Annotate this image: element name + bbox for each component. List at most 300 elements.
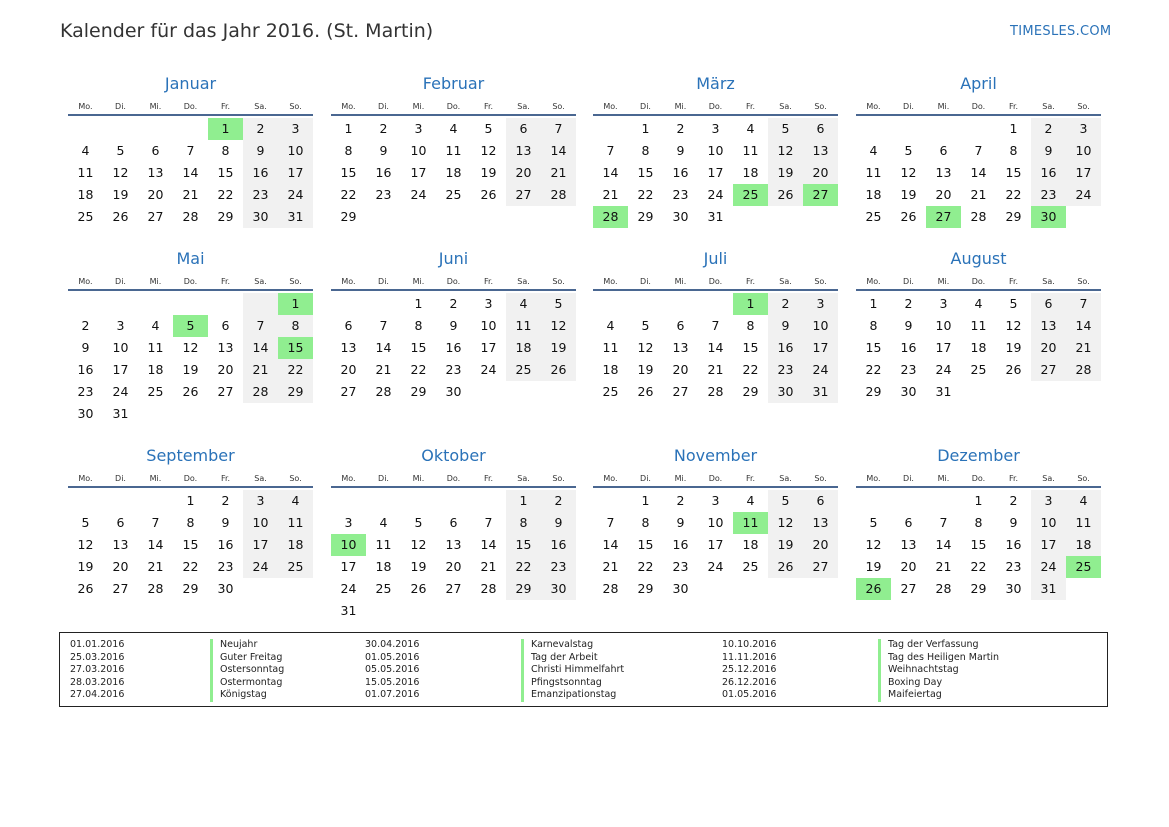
day-cell: 3 xyxy=(939,296,948,311)
day-cell: 16 xyxy=(900,340,917,355)
day-cell: 1 xyxy=(641,121,650,136)
header-rule xyxy=(856,486,1101,488)
empty-cell xyxy=(541,600,576,622)
weekday-label: Mi. xyxy=(937,276,950,286)
weekday-label: Mo. xyxy=(603,101,618,111)
day-cell: 29 xyxy=(865,384,882,399)
empty-cell xyxy=(331,293,366,315)
day-cell: 17 xyxy=(1066,162,1101,184)
day-cell: 9 xyxy=(1009,515,1018,530)
week-row xyxy=(68,359,313,381)
month-name: August xyxy=(950,249,1007,268)
day-cell: 16 xyxy=(1031,162,1066,184)
day-cell: 28 xyxy=(1066,359,1101,381)
day-cell: 11 xyxy=(77,165,94,180)
day-cell: 11 xyxy=(602,340,619,355)
day-cell: 24 xyxy=(480,362,497,377)
week-row xyxy=(331,293,576,315)
week-row xyxy=(331,490,576,512)
weekday-label: Di. xyxy=(115,101,126,111)
day-cell: 19 xyxy=(541,337,576,359)
day-cell: 24 xyxy=(803,359,838,381)
day-cell: 26 xyxy=(768,184,803,206)
legend-names-column-3 xyxy=(878,639,999,702)
day-cell: 11 xyxy=(147,340,164,355)
weekday-header xyxy=(331,470,576,486)
empty-cell xyxy=(1066,381,1101,403)
empty-cell xyxy=(996,381,1031,403)
weekday-label: Fr. xyxy=(220,276,231,286)
legend-date: 05.05.2016 xyxy=(365,664,420,675)
weekday-label: Sa. xyxy=(254,101,267,111)
weekday-label: Do. xyxy=(708,276,723,286)
weekday-label: Sa. xyxy=(254,276,267,286)
day-cell: 28 xyxy=(147,581,164,596)
weekday-header xyxy=(331,98,576,114)
day-cell: 18 xyxy=(445,165,462,180)
weekday-label: Fr. xyxy=(745,101,756,111)
month-name: April xyxy=(960,74,997,93)
day-cell: 22 xyxy=(182,559,199,574)
day-cell: 12 xyxy=(768,512,803,534)
week-row xyxy=(331,578,576,600)
empty-cell xyxy=(103,118,138,140)
weekday-label: Fr. xyxy=(745,473,756,483)
day-cell: 14 xyxy=(243,337,278,359)
week-row xyxy=(856,206,1101,228)
weekday-label: Sa. xyxy=(517,473,530,483)
weekday-label: Di. xyxy=(903,276,914,286)
day-cell: 4 xyxy=(449,121,458,136)
week-row xyxy=(856,578,1101,600)
day-cell: 17 xyxy=(707,165,724,180)
week-row xyxy=(593,184,838,206)
day-cell: 28 xyxy=(935,581,952,596)
day-cell: 7 xyxy=(939,515,948,530)
empty-cell xyxy=(471,206,506,228)
day-cell: 26 xyxy=(1005,362,1022,377)
day-cell: 15 xyxy=(865,340,882,355)
week-row xyxy=(856,359,1101,381)
week-row xyxy=(593,337,838,359)
day-cell: 31 xyxy=(1031,578,1066,600)
day-cell: 25 xyxy=(865,209,882,224)
weekday-label: Mo. xyxy=(78,473,93,483)
day-cell: 7 xyxy=(243,315,278,337)
day-cell: 26 xyxy=(541,359,576,381)
day-cell: 14 xyxy=(602,537,619,552)
day-cell: 31 xyxy=(803,381,838,403)
week-row xyxy=(68,184,313,206)
empty-cell xyxy=(698,578,733,600)
day-cell: 19 xyxy=(410,559,427,574)
day-cell: 5 xyxy=(869,515,878,530)
weekday-header xyxy=(856,98,1101,114)
day-cell: 3 xyxy=(484,296,493,311)
header-rule xyxy=(593,114,838,116)
day-cell: 11 xyxy=(865,165,882,180)
day-cell: 30 xyxy=(768,381,803,403)
weekday-label: Di. xyxy=(903,473,914,483)
weekday-header xyxy=(593,273,838,289)
day-cell: 26 xyxy=(480,187,497,202)
day-cell: 19 xyxy=(112,187,129,202)
day-cell: 6 xyxy=(1031,293,1066,315)
day-cell: 7 xyxy=(541,118,576,140)
day-cell: 8 xyxy=(344,143,353,158)
day-cell: 30 xyxy=(1005,581,1022,596)
day-cell: 8 xyxy=(641,515,650,530)
weekday-label: Mi. xyxy=(674,101,687,111)
day-cell: 16 xyxy=(375,165,392,180)
day-cell: 31 xyxy=(707,209,724,224)
legend-date: 10.10.2016 xyxy=(722,639,777,650)
day-cell: 20 xyxy=(340,362,357,377)
weekday-label: Do. xyxy=(183,101,198,111)
day-cell: 26 xyxy=(856,578,891,600)
weekday-label: Sa. xyxy=(779,276,792,286)
day-cell: 6 xyxy=(151,143,160,158)
weekday-label: Mi. xyxy=(412,101,425,111)
day-cell: 29 xyxy=(637,209,654,224)
empty-cell xyxy=(68,293,103,315)
weekday-label: Mi. xyxy=(412,473,425,483)
day-cell: 1 xyxy=(641,493,650,508)
empty-cell xyxy=(436,490,471,512)
day-cell: 5 xyxy=(541,293,576,315)
day-cell: 2 xyxy=(379,121,388,136)
day-cell: 18 xyxy=(147,362,164,377)
day-cell: 20 xyxy=(445,559,462,574)
header-rule xyxy=(68,114,313,116)
empty-cell xyxy=(103,490,138,512)
day-cell: 5 xyxy=(484,121,493,136)
legend-holiday-name: Weihnachtstag xyxy=(878,664,999,677)
legend-date: 27.04.2016 xyxy=(70,689,125,700)
day-cell: 22 xyxy=(506,556,541,578)
day-cell: 1 xyxy=(414,296,423,311)
day-cell: 10 xyxy=(1066,140,1101,162)
day-cell: 30 xyxy=(243,206,278,228)
weekday-label: Mi. xyxy=(937,101,950,111)
day-cell: 14 xyxy=(970,165,987,180)
day-cell: 26 xyxy=(77,581,94,596)
month-november xyxy=(593,445,838,600)
month-name: November xyxy=(673,446,758,465)
day-cell: 8 xyxy=(869,318,878,333)
weekday-label: Fr. xyxy=(1008,101,1019,111)
weekday-label: Do. xyxy=(446,473,461,483)
day-cell: 25 xyxy=(506,359,541,381)
day-cell: 22 xyxy=(637,559,654,574)
weekday-label: So. xyxy=(552,473,565,483)
empty-cell xyxy=(768,206,803,228)
empty-cell xyxy=(366,206,401,228)
day-cell: 25 xyxy=(375,581,392,596)
empty-cell xyxy=(768,578,803,600)
page-title: Kalender für das Jahr 2016. (St. Martin) xyxy=(60,20,434,42)
weekday-label: Sa. xyxy=(779,473,792,483)
weekday-label: Fr. xyxy=(1008,473,1019,483)
legend-holiday-name: Maifeiertag xyxy=(878,689,999,702)
day-cell: 28 xyxy=(243,381,278,403)
header-rule xyxy=(593,289,838,291)
weekday-label: Do. xyxy=(183,276,198,286)
week-row xyxy=(331,162,576,184)
legend-holiday-name: Tag der Arbeit xyxy=(521,652,624,665)
legend-holiday-name: Karnevalstag xyxy=(521,639,624,652)
weekday-label: Mi. xyxy=(674,473,687,483)
week-row xyxy=(593,490,838,512)
day-cell: 12 xyxy=(900,165,917,180)
legend-date: 01.01.2016 xyxy=(70,639,125,650)
week-row xyxy=(68,534,313,556)
week-row xyxy=(68,293,313,315)
day-cell: 17 xyxy=(278,162,313,184)
day-cell: 10 xyxy=(707,143,724,158)
day-cell: 24 xyxy=(1066,184,1101,206)
day-cell: 26 xyxy=(900,209,917,224)
day-cell: 25 xyxy=(733,184,768,206)
day-cell: 24 xyxy=(1031,556,1066,578)
week-row xyxy=(593,578,838,600)
week-row xyxy=(68,315,313,337)
brand-link[interactable]: TIMESLES.COM xyxy=(1010,24,1112,39)
day-cell: 2 xyxy=(243,118,278,140)
day-cell: 13 xyxy=(112,537,129,552)
week-row xyxy=(331,337,576,359)
empty-cell xyxy=(278,578,313,600)
empty-cell xyxy=(698,293,733,315)
header-rule xyxy=(856,114,1101,116)
weekday-label: Mi. xyxy=(149,276,162,286)
day-cell: 10 xyxy=(707,515,724,530)
week-row xyxy=(593,118,838,140)
week-row xyxy=(331,140,576,162)
day-cell: 8 xyxy=(414,318,423,333)
empty-cell xyxy=(1066,578,1101,600)
day-cell: 6 xyxy=(939,143,948,158)
day-cell: 14 xyxy=(602,165,619,180)
weekday-label: Sa. xyxy=(517,101,530,111)
week-row xyxy=(856,556,1101,578)
day-cell: 21 xyxy=(602,187,619,202)
week-row xyxy=(68,403,313,425)
day-cell: 4 xyxy=(746,121,755,136)
day-cell: 12 xyxy=(1005,318,1022,333)
day-cell: 28 xyxy=(970,209,987,224)
day-cell: 28 xyxy=(480,581,497,596)
weekday-label: So. xyxy=(814,473,827,483)
month-august xyxy=(856,248,1101,403)
weekday-label: Mo. xyxy=(78,101,93,111)
empty-cell xyxy=(366,490,401,512)
empty-cell xyxy=(506,600,541,622)
day-cell: 12 xyxy=(480,143,497,158)
day-cell: 19 xyxy=(1005,340,1022,355)
legend-date: 15.05.2016 xyxy=(365,676,420,688)
day-cell: 22 xyxy=(742,362,759,377)
day-cell: 13 xyxy=(1031,315,1066,337)
day-cell: 17 xyxy=(112,362,129,377)
day-cell: 2 xyxy=(1031,118,1066,140)
day-cell: 9 xyxy=(1031,140,1066,162)
weekday-label: Sa. xyxy=(254,473,267,483)
day-cell: 27 xyxy=(926,206,961,228)
day-cell: 18 xyxy=(506,337,541,359)
day-cell: 15 xyxy=(970,537,987,552)
weekday-label: Mo. xyxy=(78,276,93,286)
legend-dates-column-2 xyxy=(365,639,419,702)
day-cell: 17 xyxy=(707,537,724,552)
day-cell: 13 xyxy=(803,512,838,534)
day-cell: 3 xyxy=(116,318,125,333)
day-cell: 18 xyxy=(375,559,392,574)
day-cell: 24 xyxy=(707,559,724,574)
empty-cell xyxy=(733,578,768,600)
day-cell: 30 xyxy=(77,406,94,421)
month-name: Juni xyxy=(438,249,469,268)
weekday-label: Mi. xyxy=(937,473,950,483)
day-cell: 22 xyxy=(865,362,882,377)
weekday-header xyxy=(593,98,838,114)
month-juni xyxy=(331,248,576,403)
day-cell: 6 xyxy=(506,118,541,140)
day-cell: 3 xyxy=(711,121,720,136)
day-cell: 21 xyxy=(1066,337,1101,359)
day-cell: 24 xyxy=(340,581,357,596)
empty-cell xyxy=(138,490,173,512)
weekday-label: Do. xyxy=(971,473,986,483)
day-cell: 19 xyxy=(768,534,803,556)
day-cell: 5 xyxy=(641,318,650,333)
day-cell: 15 xyxy=(340,165,357,180)
day-cell: 8 xyxy=(974,515,983,530)
day-cell: 24 xyxy=(707,187,724,202)
day-cell: 10 xyxy=(803,315,838,337)
week-row xyxy=(856,162,1101,184)
weekday-label: So. xyxy=(552,101,565,111)
week-row xyxy=(68,118,313,140)
day-cell: 15 xyxy=(1005,165,1022,180)
week-row xyxy=(593,359,838,381)
week-row xyxy=(331,534,576,556)
weekday-label: Fr. xyxy=(1008,276,1019,286)
day-cell: 15 xyxy=(410,340,427,355)
empty-cell xyxy=(471,381,506,403)
empty-cell xyxy=(366,600,401,622)
empty-cell xyxy=(856,490,891,512)
day-cell: 23 xyxy=(1005,559,1022,574)
day-cell: 21 xyxy=(602,559,619,574)
weekday-label: Mo. xyxy=(866,276,881,286)
empty-cell xyxy=(173,118,208,140)
day-cell: 19 xyxy=(637,362,654,377)
day-cell: 29 xyxy=(182,581,199,596)
day-cell: 19 xyxy=(865,559,882,574)
day-cell: 18 xyxy=(742,537,759,552)
day-cell: 16 xyxy=(768,337,803,359)
weekday-label: Mi. xyxy=(149,101,162,111)
day-cell: 14 xyxy=(182,165,199,180)
day-cell: 15 xyxy=(278,337,313,359)
weekday-label: Fr. xyxy=(483,276,494,286)
month-januar xyxy=(68,73,313,228)
empty-cell xyxy=(208,293,243,315)
empty-cell xyxy=(208,403,243,425)
day-cell: 13 xyxy=(672,340,689,355)
empty-cell xyxy=(366,293,401,315)
day-cell: 8 xyxy=(278,315,313,337)
day-cell: 11 xyxy=(375,537,392,552)
day-cell: 10 xyxy=(112,340,129,355)
day-cell: 14 xyxy=(935,537,952,552)
header-rule xyxy=(68,289,313,291)
day-cell: 16 xyxy=(541,534,576,556)
day-cell: 1 xyxy=(344,121,353,136)
day-cell: 18 xyxy=(970,340,987,355)
day-cell: 2 xyxy=(1009,493,1018,508)
header-rule xyxy=(593,486,838,488)
day-cell: 7 xyxy=(186,143,195,158)
day-cell: 8 xyxy=(746,318,755,333)
day-cell: 13 xyxy=(900,537,917,552)
legend-holiday-name: Pfingstsonntag xyxy=(521,677,624,690)
weekday-label: So. xyxy=(552,276,565,286)
day-cell: 9 xyxy=(243,140,278,162)
legend-holiday-name: Tag der Verfassung xyxy=(878,639,999,652)
day-cell: 7 xyxy=(484,515,493,530)
week-row xyxy=(593,381,838,403)
legend-date: 01.05.2016 xyxy=(365,651,420,663)
header-rule xyxy=(68,486,313,488)
day-cell: 9 xyxy=(768,315,803,337)
day-cell: 8 xyxy=(1009,143,1018,158)
day-cell: 18 xyxy=(77,187,94,202)
weekday-label: So. xyxy=(1077,101,1090,111)
day-cell: 17 xyxy=(480,340,497,355)
weekday-label: Di. xyxy=(378,473,389,483)
header-rule xyxy=(331,114,576,116)
day-cell: 3 xyxy=(1031,490,1066,512)
day-cell: 9 xyxy=(904,318,913,333)
day-cell: 10 xyxy=(331,534,366,556)
day-cell: 9 xyxy=(541,512,576,534)
day-cell: 21 xyxy=(480,559,497,574)
empty-cell xyxy=(628,293,663,315)
day-cell: 10 xyxy=(410,143,427,158)
weekday-label: So. xyxy=(814,101,827,111)
day-cell: 4 xyxy=(81,143,90,158)
day-cell: 17 xyxy=(803,337,838,359)
day-cell: 28 xyxy=(375,384,392,399)
day-cell: 13 xyxy=(445,537,462,552)
day-cell: 12 xyxy=(865,537,882,552)
day-cell: 13 xyxy=(217,340,234,355)
day-cell: 15 xyxy=(506,534,541,556)
month-name: September xyxy=(146,446,235,465)
day-cell: 26 xyxy=(112,209,129,224)
day-cell: 25 xyxy=(970,362,987,377)
day-cell: 2 xyxy=(221,493,230,508)
day-cell: 21 xyxy=(147,559,164,574)
legend-holiday-name: Emanzipationstag xyxy=(521,689,624,702)
week-row xyxy=(68,162,313,184)
day-cell: 25 xyxy=(742,559,759,574)
day-cell: 15 xyxy=(742,340,759,355)
day-cell: 24 xyxy=(410,187,427,202)
day-cell: 15 xyxy=(182,537,199,552)
